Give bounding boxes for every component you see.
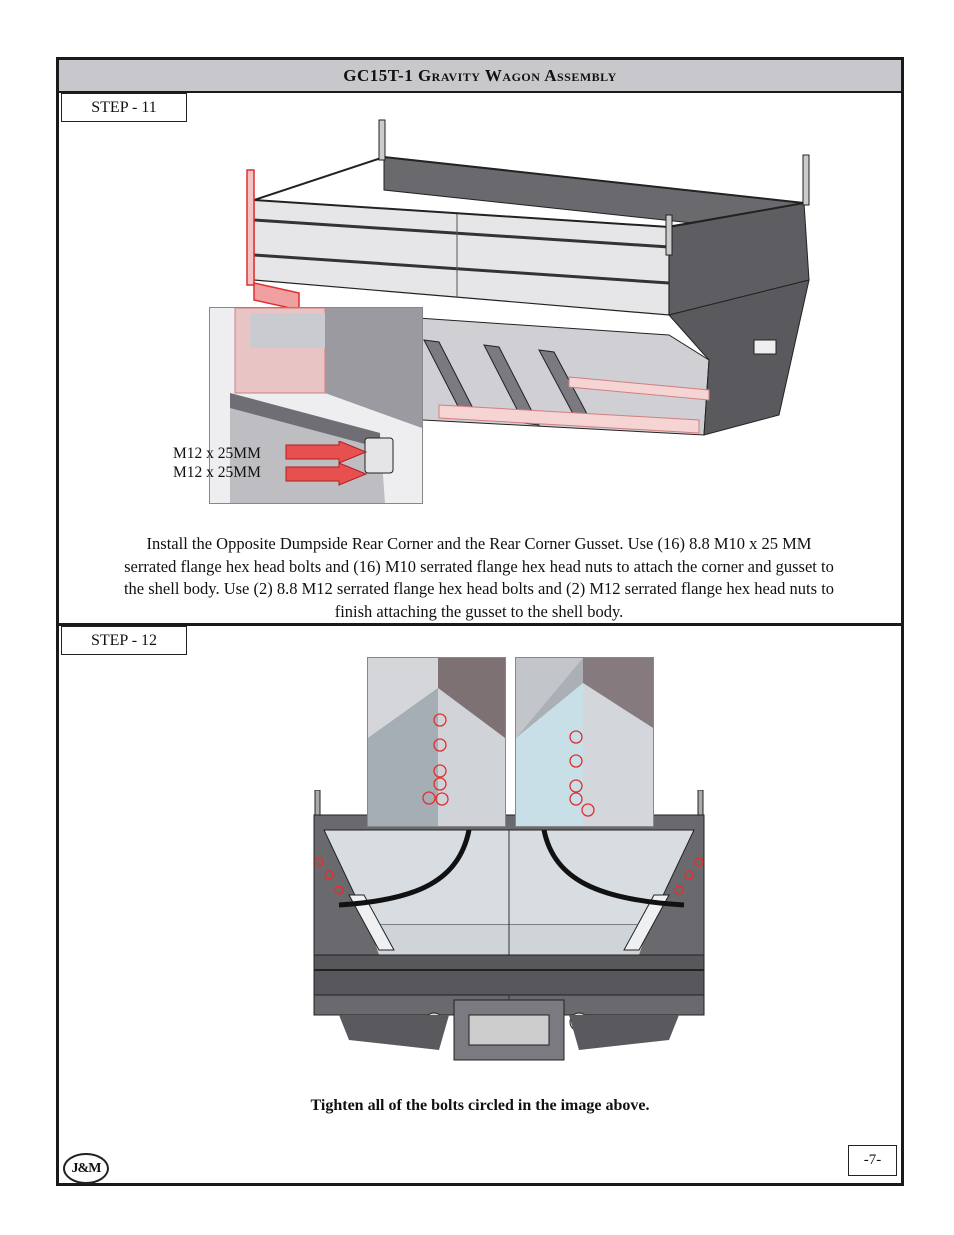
- step-12-label: STEP - 12: [61, 626, 187, 655]
- step-12-instruction: Tighten all of the bolts circled in the image above.: [310, 1097, 650, 1114]
- page-frame: [56, 57, 904, 1186]
- page-title: GC15T-1 Gravity Wagon Assembly: [59, 60, 901, 93]
- bolt-detail-right: [515, 657, 654, 827]
- detail-pointer-curves: [299, 820, 719, 920]
- step-11-label: STEP - 11: [61, 93, 187, 122]
- bolt-callout-arrows: [284, 441, 374, 489]
- page-number: -7-: [848, 1145, 897, 1176]
- bolt-detail-left: [367, 657, 506, 827]
- step-11-instruction: Install the Opposite Dumpside Rear Corner and the Rear Corner Gusset. Use (16) 8.8 M10 x 25 MM serrated flange hex head bolts and (16) M10 serrated flange hex head nuts to attach the corner and gusset to the shell body. Use (2) 8.8 M12 serrated flange hex head bolts and (2) M12 serrated flange hex head nuts to finish attaching the gusset to the shell body.: [123, 534, 835, 621]
- bolt-callout-label-2: M12 x 25MM: [173, 464, 261, 481]
- bolt-callout-label-1: M12 x 25MM: [173, 445, 261, 462]
- jm-logo: J&M: [63, 1153, 109, 1184]
